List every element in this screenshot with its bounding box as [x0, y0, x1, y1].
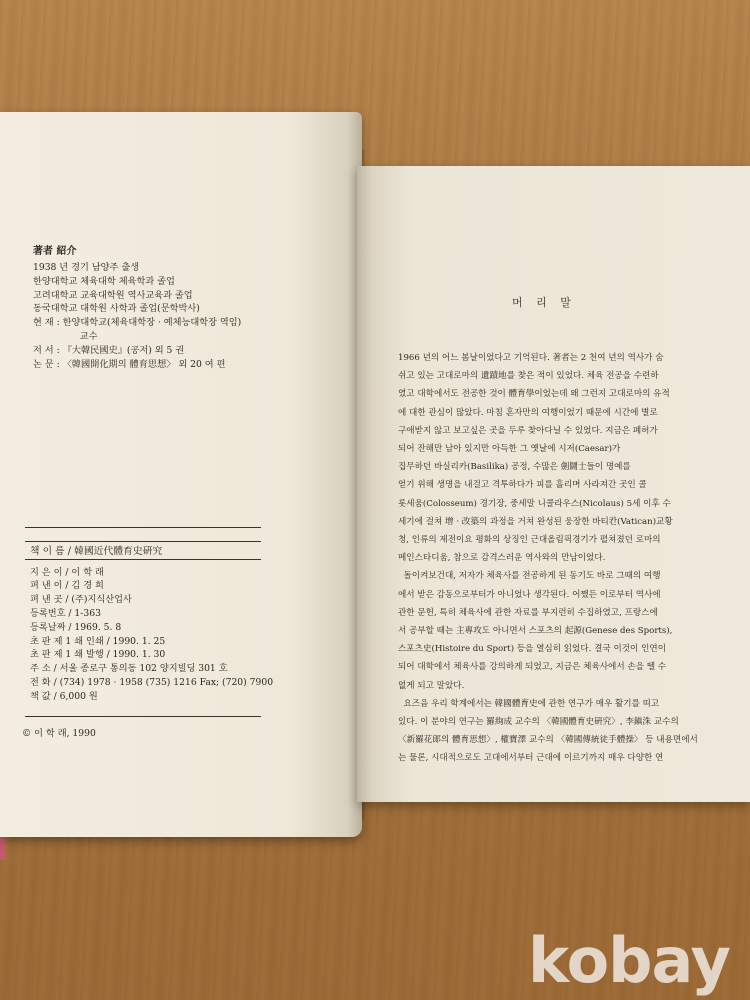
author-line: 저 서 : 『大韓民國史』(공저) 외 5 권 — [33, 344, 185, 356]
preface-line: 되어 잔해만 남아 있지만 아득한 그 옛날에 시저(Caesar)가 — [398, 444, 621, 455]
preface-line: 얻기 위해 생명을 내걸고 격투하다가 피를 흘리며 사라져간 곳인 콜 — [398, 480, 647, 491]
preface-line: 되어 대학에서 체육사를 강의하게 되었고, 지금은 체육사에서 손을 뗄 수 — [398, 662, 667, 673]
preface-line: 1966 년의 어느 봄날이었다고 기억된다. 著者는 2 천여 년의 역사가 숨 — [398, 353, 664, 363]
preface-line: 스포츠史(Histoire du Sport) 등을 열심히 읽었다. 결국 이것이 인연이 — [398, 644, 666, 655]
preface-line: 는 물론, 시대적으로도 고대에서부터 근대에 이르기까지 매우 다양한 연 — [398, 753, 664, 764]
preface-line: 청, 인류의 제전이요 평화의 상징인 근대올림픽경기가 펼쳐졌던 로마의 — [398, 535, 661, 546]
author-line: 한양대학교 체육대학 체육학과 졸업 — [33, 275, 175, 287]
author-line: 현 재 : 한양대학교(체육대학장 · 예체능대학장 역임) — [33, 317, 242, 329]
preface-line: 세기에 걸쳐 增 · 改築의 과정을 거쳐 완성된 웅장한 바티칸(Vatican)교황 — [398, 516, 673, 527]
watermark-logo: kobay — [528, 924, 730, 997]
colophon — [30, 545, 330, 704]
colophon-line: 펴 낸 곳 / (주)지식산업사 — [30, 594, 132, 606]
colophon-line: 주 소 / 서울 종로구 통의동 102 양지빌딩 301 호 — [30, 663, 228, 675]
colophon-line: 책 값 / 6,000 원 — [30, 690, 98, 702]
author-line: 논 문 : 〈韓國開化期의 體育思想〉 외 20 여 편 — [33, 358, 226, 370]
preface-line: 에서 받은 감동으로부터가 아니었나 생각된다. 어쨌든 이로부터 역사에 — [398, 589, 661, 600]
colophon-line: 초 판 제 1 쇄 인쇄 / 1990. 1. 25 — [30, 635, 166, 647]
author-line: 1938 년 경기 남양주 출생 — [33, 262, 140, 273]
colophon-line: 펴 낸 이 / 김 경 희 — [30, 580, 104, 592]
author-line: 동국대학교 대학원 사학과 졸업(문학박사) — [33, 303, 200, 315]
author-introduction — [33, 244, 353, 371]
preface-line: 관한 문헌, 특히 체육사에 관한 자료를 부지런히 수집하였고, 프랑스에 — [398, 607, 658, 618]
colophon-line: 등록날짜 / 1969. 5. 8 — [30, 621, 122, 633]
preface-line: 에 대한 관심이 많았다. 마침 혼자만의 여행이었기 때문에 시간에 별로 — [398, 407, 658, 418]
colophon-rule-top-inner — [25, 541, 261, 542]
copyright-notice: © 이 학 래, 1990 — [22, 728, 96, 739]
colophon-line: 등록번호 / 1-363 — [30, 608, 101, 620]
preface-line: 없게 되고 말았다. — [398, 680, 465, 691]
preface-line: 돌이켜보건대, 저자가 체육사를 전공하게 된 동기도 바로 그때의 여행 — [398, 571, 661, 582]
preface-line: 메인스타디움, 참으로 감격스러운 역사와의 만남이었다. — [398, 553, 606, 564]
book-title: 책 이 름 / 韓國近代體育史硏究 — [30, 546, 163, 557]
preface-line: 서 공부할 때는 主專攻도 아니면서 스포츠의 起源(Genese des Sports), — [398, 626, 673, 637]
author-heading: 著者 紹介 — [33, 246, 77, 257]
preface-line: 요즈음 우리 학계에서는 韓國體育史에 관한 연구가 매우 활기를 띠고 — [398, 698, 660, 709]
preface-title: 머 리 말 — [512, 296, 576, 309]
preface-line: 쉬고 있는 고대로마의 遺蹟地를 찾은 적이 있었다. 체육 전공을 수련하 — [398, 371, 659, 382]
colophon-line: 초 판 제 1 쇄 발행 / 1990. 1. 30 — [30, 649, 166, 661]
colophon-rule-top — [25, 527, 261, 528]
preface-line: 구애받지 않고 보고싶은 곳을 두루 찾아다닐 수 있었다. 지금은 폐허가 — [398, 425, 658, 436]
preface-line: 였고 대학에서도 전공한 것이 體育學이었는데 왜 그런지 고대로마의 유적 — [398, 389, 670, 400]
preface-line: 있다. 이 분야의 연구는 羅絢成 교수의 〈韓國體育史硏究〉, 李鎭洙 교수의 — [398, 717, 679, 728]
preface-line: 롯세움(Colosseum) 경기장, 중세말 니콜라우스(Nicolaus) 5세 이후 수 — [398, 498, 671, 509]
author-line: 교수 — [33, 330, 98, 342]
preface-body — [398, 349, 733, 768]
preface-line: 〈新羅花郞의 體育思想〉, 權寶澤 교수의 〈韓國傳統徒手體操〉 등 내용면에서 — [398, 735, 698, 746]
colophon-rule-bottom — [25, 716, 261, 717]
colophon-line: 지 은 이 / 이 학 래 — [30, 566, 104, 578]
preface-line: 집무하던 바실리카(Basilika) 공정, 수많은 劍鬪士들이 명예를 — [398, 462, 631, 473]
colophon-line: 전 화 / (734) 1978 · 1958 (735) 1216 Fax; (720) 7900 — [30, 677, 274, 689]
author-line: 고려대학교 교육대학원 역사교육과 졸업 — [33, 289, 193, 301]
